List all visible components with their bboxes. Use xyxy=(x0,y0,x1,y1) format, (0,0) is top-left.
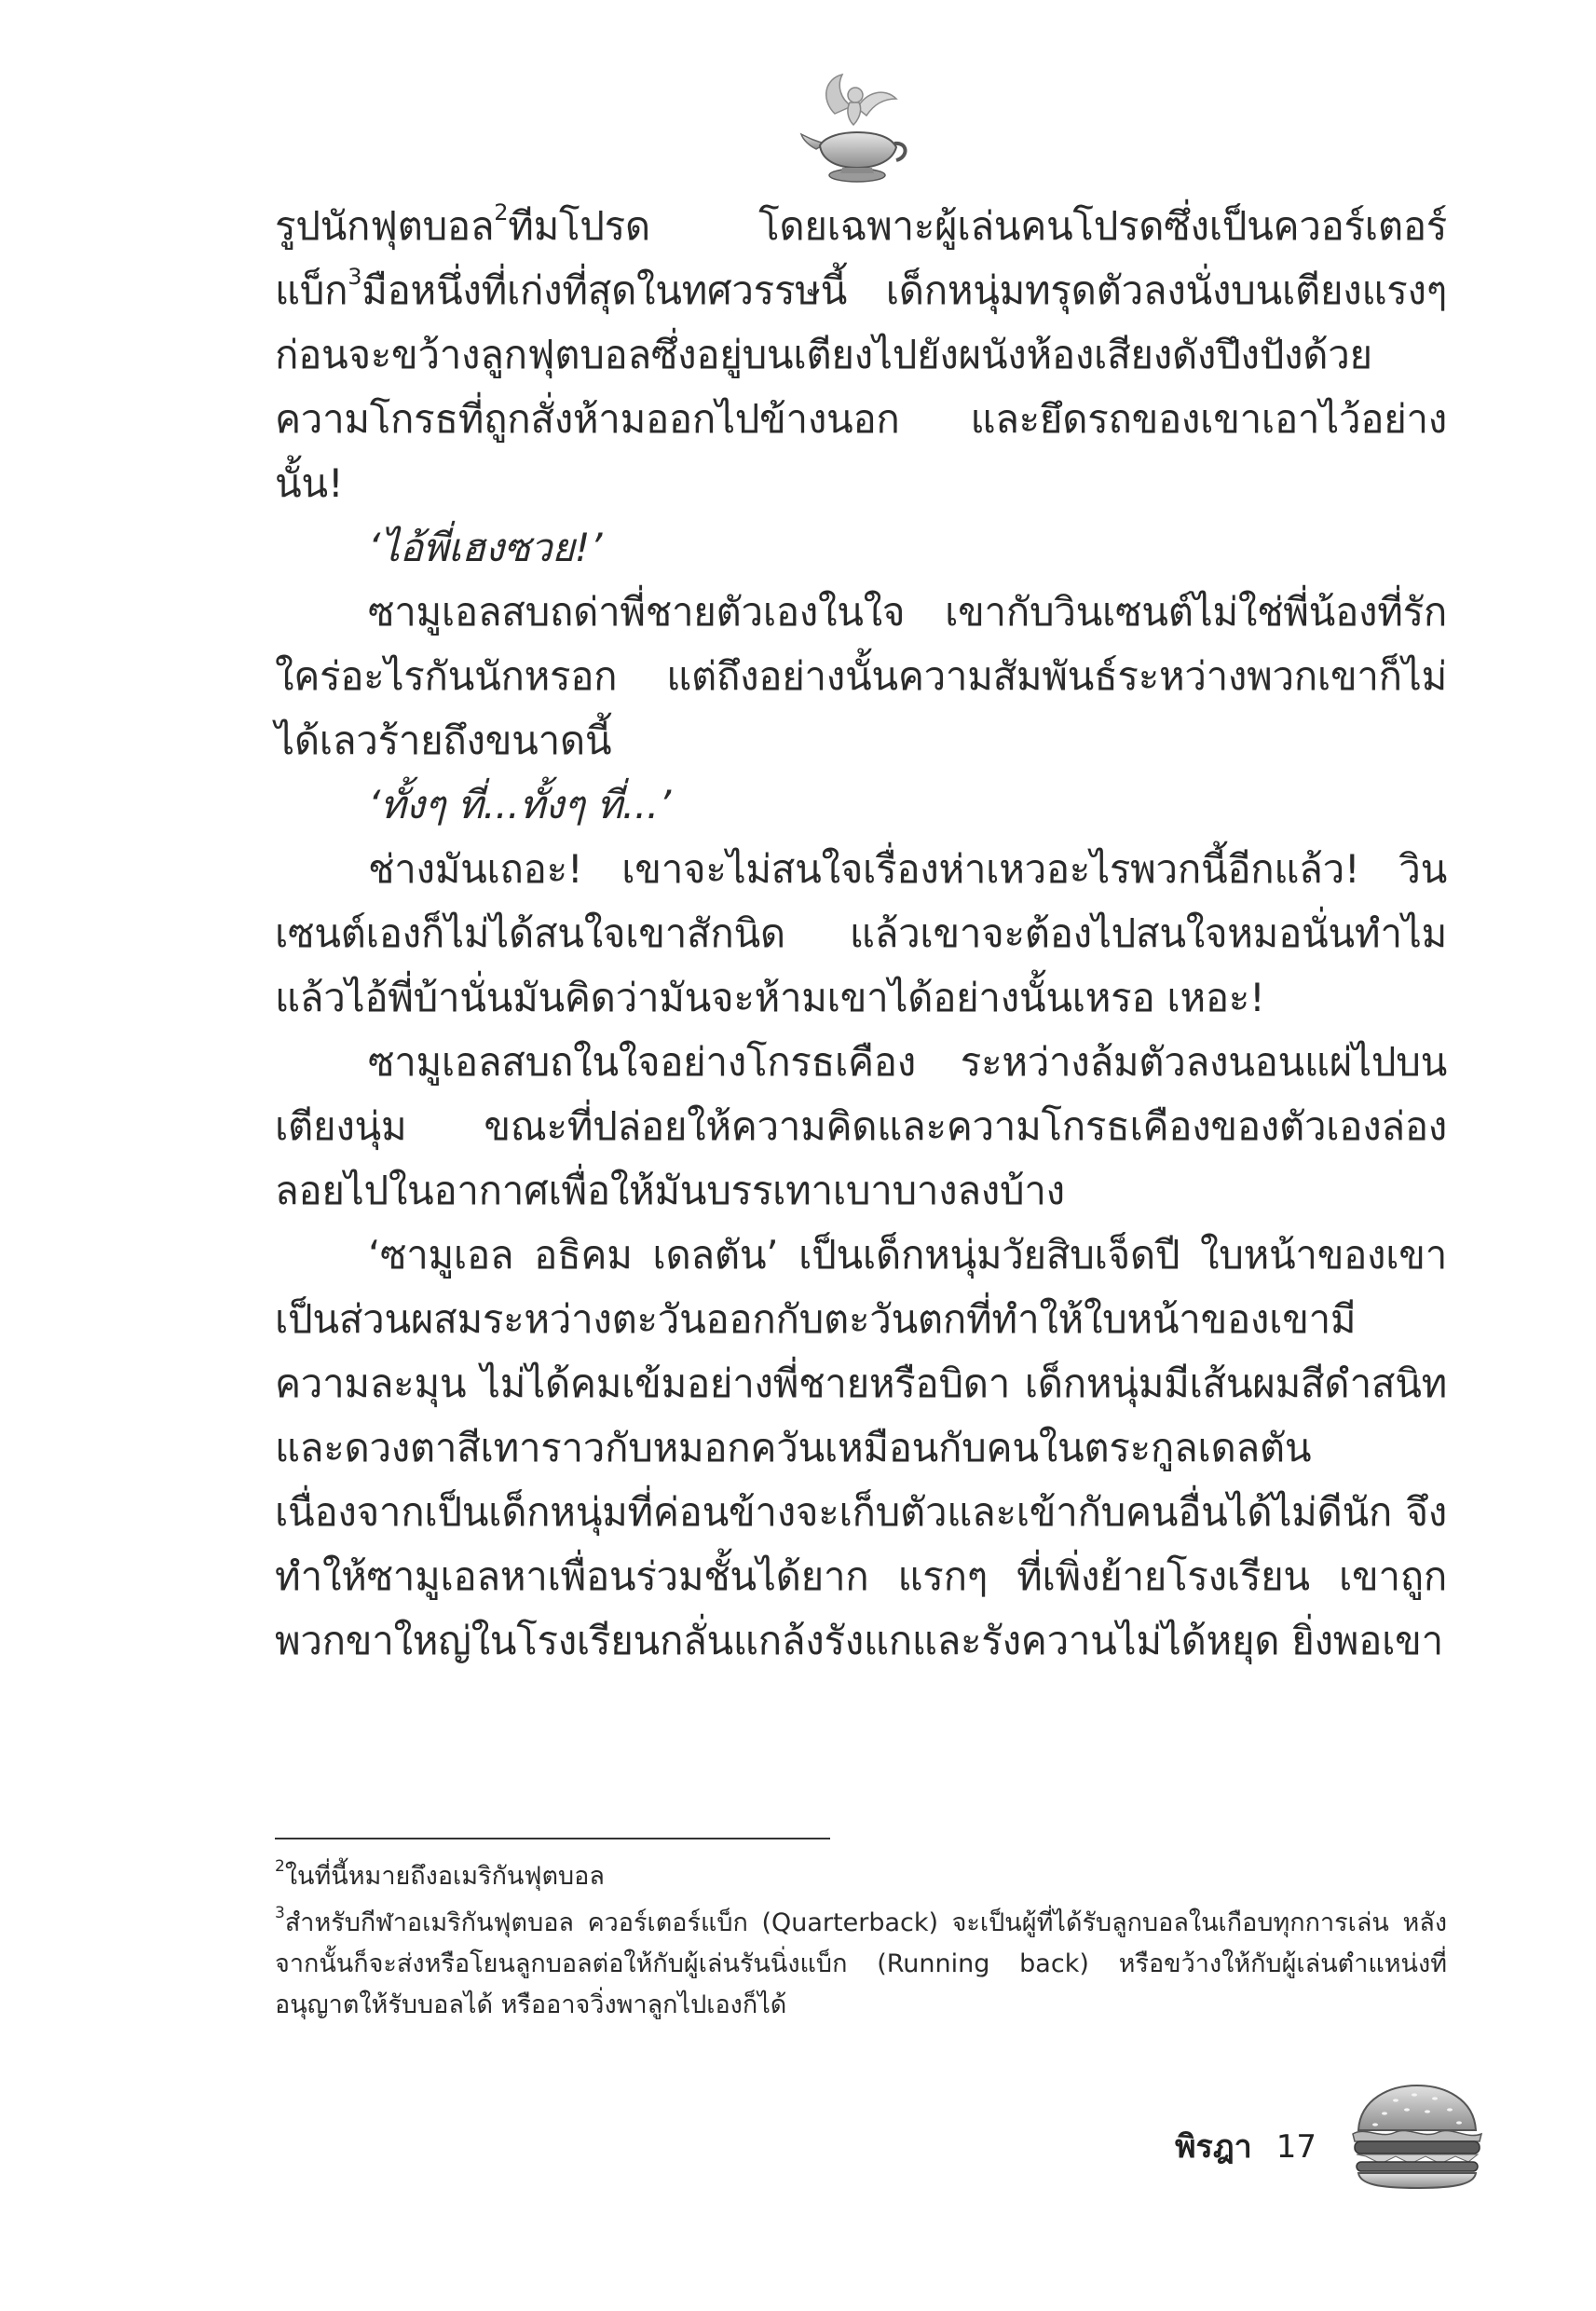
paragraph-5: ‘ซามูเอล อธิคม เดลตัน’ เป็นเด็กหนุ่มวัยสิบเจ็ดปี ใบหน้าของเขาเป็นส่วนผสมระหว่างตะวันออกกับตะวันตกที่ทำให้ใบหน้าของเขามีความละมุน ไม่ได้คมเข้มอย่างพี่ชายหรือบิดา เด็กหนุ่มมีเส้นผมสีดำสนิทและดวงตาสีเทาราวกับหมอกควันเหมือนกับคนในตระกูลเดลตัน เนื่องจากเป็นเด็กหนุ่มที่ค่อนข้างจะเก็บตัวและเข้ากับคนอื่นได้ไม่ดีนัก จึงทำให้ซามูเอลหาเพื่อนร่วมชั้นได้ยาก แรกๆ ที่เพิ่งย้ายโรงเรียน เขาถูกพวกขาใหญ่ในโรงเรียนกลั่นแกล้งรังแกและรังควานไม่ได้หยุด ยิ่งพอเขา xyxy=(275,1232,1447,1663)
footnote-text: สำหรับกีฬาอเมริกันฟุตบอล ควอร์เตอร์แบ็ก (Quarterback) จะเป็นผู้ที่ได้รับลูกบอลในเกือบทุกการเล่น หลังจากนั้นก็จะส่งหรือโยนลูกบอลต่อให้กับผู้เล่นรันนิ่งแบ็ก (Running back) หรือขว้างให้กับผู้เล่นตำแหน่งที่อนุญาตให้รับบอลได้ หรืออาจวิ่งพาลูกไปเองก็ได้ xyxy=(275,1908,1447,2019)
paragraph-3: ช่างมันเถอะ! เขาจะไม่สนใจเรื่องห่าเหวอะไรพวกนี้อีกแล้ว! วินเซนต์เองก็ไม่ได้สนใจเขาสักนิด แล้วเขาจะต้องไปสนใจหมอนั่นทำไม แล้วไอ้พี่บ้านั่นมันคิดว่ามันจะห้ามเขาได้อย่างนั้นเหรอ เหอะ! xyxy=(275,846,1447,1020)
footnote-divider xyxy=(275,1838,830,1839)
paragraph-4: ซามูเอลสบถในใจอย่างโกรธเคือง ระหว่างล้มตัวลงนอนแผ่ไปบนเตียงนุ่ม ขณะที่ปล่อยให้ความคิดและความโกรธเคืองของตัวเองล่องลอยไปในอากาศเพื่อให้มันบรรเทาเบาบางลงบ้าง xyxy=(275,1039,1447,1213)
inner-thought-2: ‘ทั้งๆ ที่...ทั้งๆ ที่...’ xyxy=(368,782,671,827)
body-text xyxy=(275,194,1447,1673)
footnote-mark: 2 xyxy=(275,1857,285,1876)
page-number: 17 xyxy=(1275,2128,1316,2166)
paragraph-2: ซามูเอลสบถด่าพี่ชายตัวเองในใจ เขากับวินเซนต์ไม่ใช่พี่น้องที่รักใคร่อะไรกันนักหรอก แต่ถึงอย่างนั้นความสัมพันธ์ระหว่างพวกเขาก็ไม่ได้เลวร้ายถึงขนาดนี้ xyxy=(275,589,1447,763)
footnote-text: ในที่นี้หมายถึงอเมริกันฟุตบอล xyxy=(284,1862,605,1891)
footnote-ref-3[interactable]: 3 xyxy=(348,264,362,290)
running-footer xyxy=(1175,2126,1316,2167)
footnotes xyxy=(275,1856,1447,2031)
author-name: พิรฎา xyxy=(1175,2128,1252,2166)
footnote-mark: 3 xyxy=(275,1904,285,1922)
teapot-with-angel-icon xyxy=(799,67,911,190)
footnote-3 xyxy=(275,1903,1447,2026)
footnote-2 xyxy=(275,1856,1447,1897)
paragraph-1: รูปนักฟุตบอล$^2$ทีมโปรด โดยเฉพาะผู้เล่นคนโปรดซึ่งเป็นควอร์เตอร์แบ็ก$^3$มือหนึ่งที่เก่งที่สุดในทศวรรษนี้ เด็กหนุ่มทรุดตัวลงนั่งบนเตียงแรงๆ ก่อนจะขว้างลูกฟุตบอลซึ่งอยู่บนเตียงไปยังผนังห้องเสียงดังปึงปังด้วยความโกรธที่ถูกสั่งห้ามออกไปข้างนอก และยึดรถของเขาเอาไว้อย่างนั้น! xyxy=(275,199,1447,506)
inner-thought-1: ‘ไอ้พี่เฮงซวย!’ xyxy=(368,525,603,570)
hamburger-icon xyxy=(1347,2082,1487,2192)
footnote-ref-2[interactable]: 2 xyxy=(494,199,509,226)
